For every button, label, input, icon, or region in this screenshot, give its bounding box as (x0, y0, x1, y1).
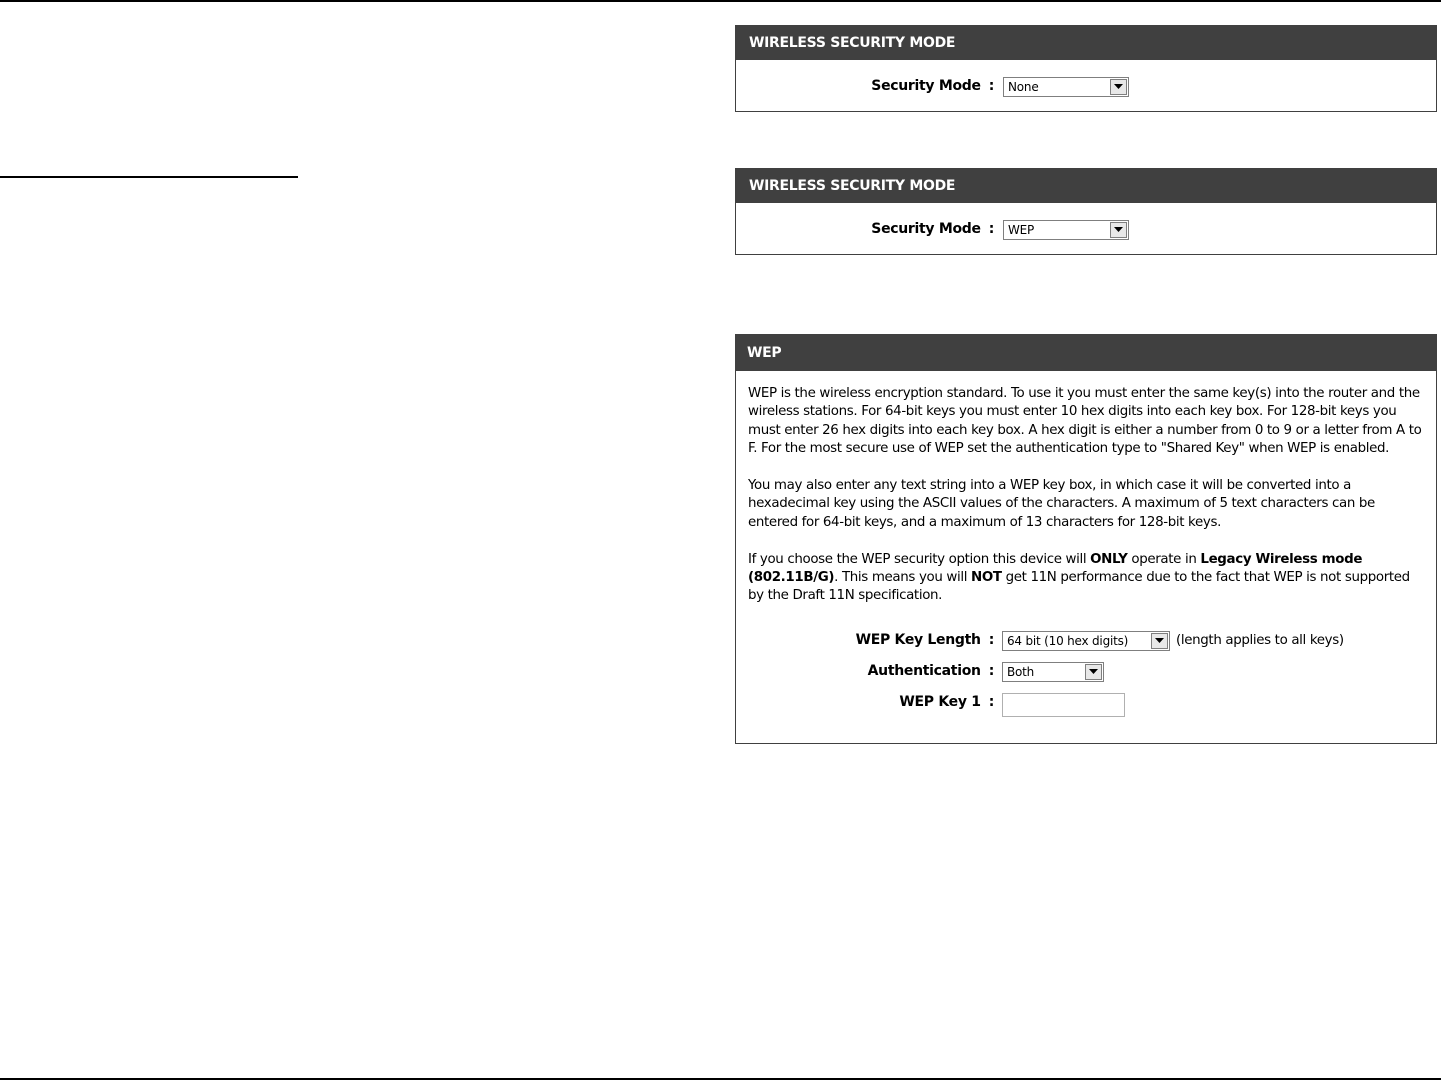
bottom-rule (0, 1078, 1441, 1080)
authentication-select[interactable] (1002, 662, 1104, 682)
wep-paragraph-3: If you choose the WEP security option this device will ONLY operate in Legacy Wireless mode (802.11B/G). This means you will NOT get 11N performance due to the fact that WEP is not supported by the Draft 11N specification. (748, 551, 1410, 604)
wep-panel (735, 334, 1437, 744)
authentication-value: Both (1007, 664, 1035, 679)
wep-key-length-label: WEP Key Length : (855, 631, 994, 648)
top-rule (0, 0, 1441, 2)
security-mode-row (736, 215, 1436, 245)
security-mode-select[interactable] (1003, 77, 1129, 97)
wep-key-1-input[interactable] (1002, 693, 1125, 717)
chevron-down-icon[interactable] (1151, 633, 1168, 649)
security-mode-panel-none (735, 25, 1437, 112)
security-mode-select[interactable] (1003, 220, 1129, 240)
panel-header: WIRELESS SECURITY MODE (736, 169, 1436, 203)
wep-key-length-value: 64 bit (10 hex digits) (1007, 633, 1129, 648)
security-mode-label: Security Mode : (871, 221, 994, 237)
wep-panel-header: WEP (736, 335, 1436, 371)
chevron-down-icon[interactable] (1110, 222, 1127, 238)
security-mode-label: Security Mode : (871, 78, 994, 94)
wep-key-length-row (736, 626, 1436, 657)
wep-fields (736, 626, 1436, 719)
authentication-label: Authentication : (867, 662, 994, 679)
wep-key-length-select[interactable] (1002, 631, 1170, 651)
security-mode-value: WEP (1008, 223, 1035, 237)
authentication-row (736, 657, 1436, 688)
chevron-down-icon[interactable] (1110, 79, 1127, 95)
wep-description (736, 371, 1436, 626)
security-mode-row (736, 72, 1436, 102)
security-mode-value: None (1008, 80, 1039, 94)
wep-paragraph-1: WEP is the wireless encryption standard. To use it you must enter the same key(s) into the router and the wireless stations. For 64-bit keys you must enter 10 hex digits into each key box. For 128-bit keys you must enter 26 hex digits into each key box. A hex digit is either a number from 0 to 9 or a letter from A to F. For the most secure use of WEP set the authentication type to "Shared Key" when WEP is enabled. (748, 386, 1422, 457)
security-mode-panel-wep (735, 168, 1437, 255)
panel-header: WIRELESS SECURITY MODE (736, 26, 1436, 60)
wep-paragraph-2: You may also enter any text string into a WEP key box, in which case it will be converted into a hexadecimal key using the ASCII values of the characters. A maximum of 5 text characters can be entered for 64-bit keys, and a maximum of 13 characters for 128-bit keys. (748, 478, 1375, 530)
wep-key-1-label: WEP Key 1 : (899, 693, 994, 710)
left-underline (0, 176, 298, 178)
chevron-down-icon[interactable] (1085, 664, 1102, 680)
wep-key-1-row (736, 688, 1436, 719)
wep-key-length-hint: (length applies to all keys) (1176, 632, 1344, 648)
